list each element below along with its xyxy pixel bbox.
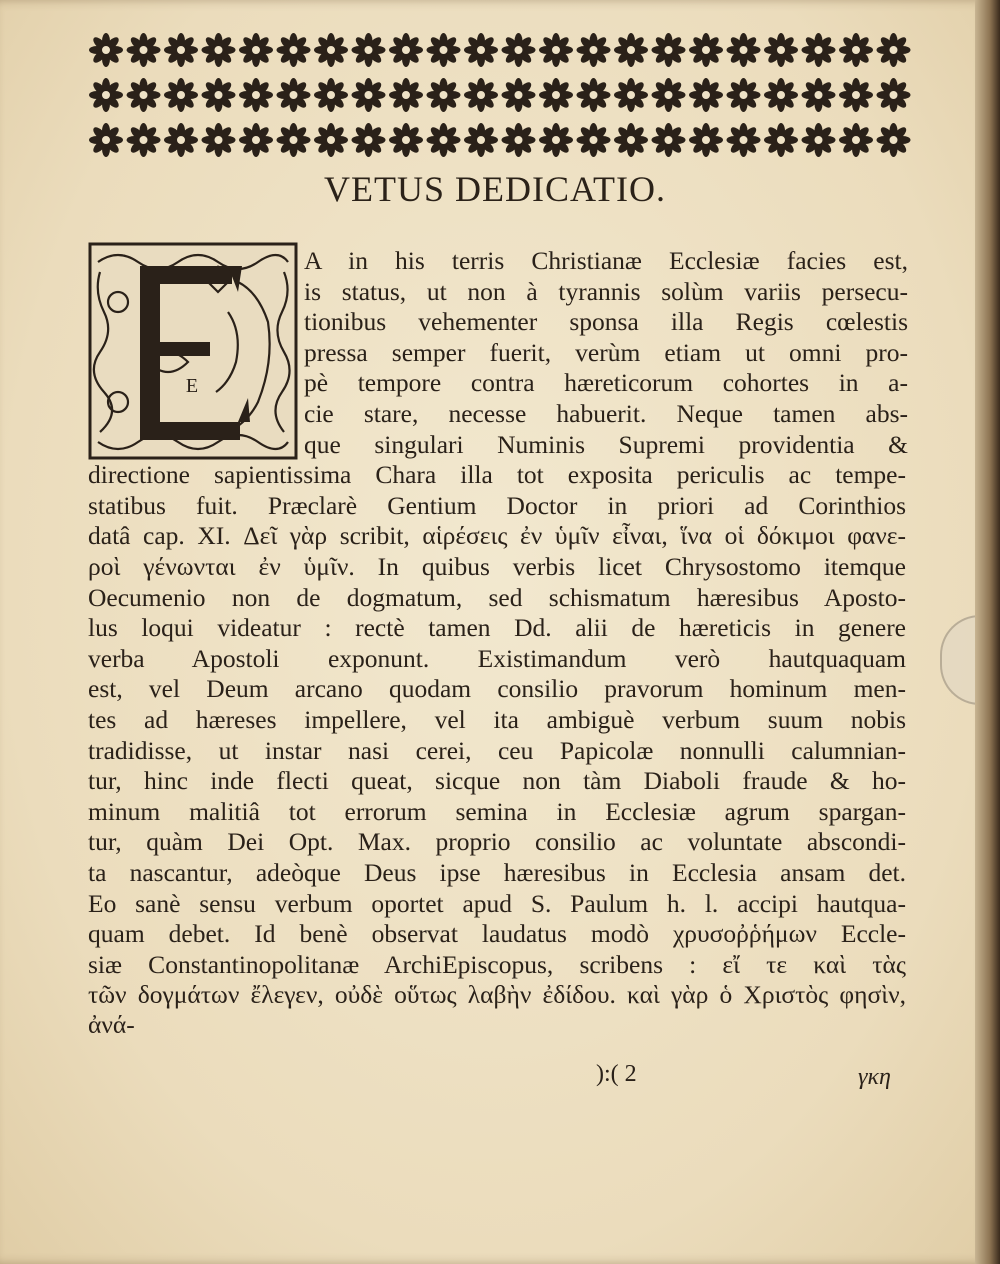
ornament-rosette: [202, 123, 236, 157]
text-line: minum malitiâ tot errorum semina in Ecclesiæ agrum spargan-: [88, 796, 906, 826]
text-line: tes ad hæreses impellere, vel ita ambiguè verbum suum nobis: [88, 705, 906, 734]
ornament-rosette: [127, 33, 161, 67]
ornament-rosette: [389, 33, 423, 67]
decorated-initial: [88, 242, 298, 460]
text-line: tur, quàm Dei Opt. Max. proprio consilio ac voluntate abscondi-: [88, 827, 906, 857]
text-line: ta nascantur, adeòque Deus ipse hæresibus in Ecclesia ansam det.: [88, 858, 906, 887]
ornament-rosette: [389, 78, 423, 112]
text-line: directione sapientissima Chara illa tot exposita periculis ac tempe-: [88, 460, 906, 490]
text-line: tur, hinc inde flecti queat, sicque non tàm Diaboli fraude & ho-: [88, 766, 906, 796]
ornament-rosette: [464, 78, 498, 112]
signature-mark: ):( 2: [596, 1061, 637, 1087]
ornament-rosette: [614, 123, 648, 157]
ornament-rosette: [502, 33, 536, 67]
text-line: tionibus vehementer sponsa illa Regis cœlestis: [304, 307, 908, 337]
ornament-rosette: [839, 33, 873, 67]
text-line: Eo sanè sensu verbum oportet apud S. Paulum h. l. accipi hautqua-: [88, 888, 906, 918]
ornament-rosette: [689, 78, 723, 112]
ornament-rosette: [577, 123, 611, 157]
text-line: is status, ut non à tyrannis solùm variis persecu-: [304, 276, 908, 306]
catchword: γκη: [858, 1064, 891, 1090]
ornament-rosette: [164, 123, 198, 157]
ornament-rosette: [652, 33, 686, 67]
text-line: cie stare, necesse habuerit. Neque tamen abs-: [304, 399, 908, 428]
text-line: verba Apostoli exponunt. Existimandum verò hautquaquam: [88, 643, 906, 673]
ornament-rosette: [764, 123, 798, 157]
text-line: τῶν δογμάτων ἔλεγεν, οὐδὲ οὕτως λαβὴν ἐδίδου. καὶ γὰρ ὁ Χριστὸς φησὶν, ἀνά-: [88, 980, 906, 1040]
ornament-rosette: [277, 123, 311, 157]
ornamental-header-band: [88, 28, 914, 162]
ornament-rosette: [314, 123, 348, 157]
ornament-rosette: [689, 33, 723, 67]
text-line: est, vel Deum arcano quodam consilio pravorum hominum men-: [88, 674, 906, 704]
ornament-rosette: [764, 78, 798, 112]
ornament-rosette: [464, 123, 498, 157]
ornament-rosette: [614, 33, 648, 67]
ornament-rosette: [427, 123, 461, 157]
ornament-rosette: [577, 33, 611, 67]
text-line: que singulari Numinis Supremi providentia &: [304, 429, 908, 459]
ornament-rosette: [314, 33, 348, 67]
text-line: pressa semper fuerit, verùm etiam ut omni pro-: [304, 337, 908, 367]
ornament-rosette: [577, 78, 611, 112]
ornament-rosette: [539, 123, 573, 157]
ornament-rosette: [614, 78, 648, 112]
book-spine: [975, 0, 1000, 1264]
ornament-rosette: [89, 33, 123, 67]
ornament-rosette: [202, 78, 236, 112]
text-line: Oecumenio non de dogmatum, sed schismatum hæresibus Aposto-: [88, 582, 906, 612]
ornament-rosette: [164, 33, 198, 67]
text-line: pè tempore contra hæreticorum cohortes in a-: [304, 368, 908, 398]
ornament-rosette: [877, 78, 911, 112]
ornament-rosette: [202, 33, 236, 67]
ornament-rosette: [802, 78, 836, 112]
text-line: statibus fuit. Præclarè Gentium Doctor in priori ad Corinthios: [88, 490, 906, 520]
ornament-rosette: [164, 78, 198, 112]
ornament-rosette: [539, 78, 573, 112]
ornament-rosette: [839, 78, 873, 112]
ornament-rosette: [239, 33, 273, 67]
ornament-rosette: [877, 123, 911, 157]
ornament-rosette: [539, 33, 573, 67]
ornament-rosette: [277, 33, 311, 67]
ornament-rosette: [314, 78, 348, 112]
ornament-rosette: [502, 78, 536, 112]
ornament-rosette: [877, 33, 911, 67]
ornament-rosette: [802, 33, 836, 67]
ornament-rosette: [652, 78, 686, 112]
ornament-rosette: [464, 33, 498, 67]
text-line: ροὶ γένωνται ἐν ὑμῖν. In quibus verbis licet Chrysostomo itemque: [88, 552, 906, 581]
ornament-rosette: [652, 123, 686, 157]
ornament-rosette: [389, 123, 423, 157]
initial-letter: E: [185, 375, 199, 397]
ornament-rosette: [127, 123, 161, 157]
ornament-rosette: [839, 123, 873, 157]
ornament-rosette: [427, 33, 461, 67]
text-line: siæ Constantinopolitanæ ArchiEpiscopus, scribens : εἴ τε καὶ τὰς: [88, 949, 906, 979]
ornament-rosette: [89, 78, 123, 112]
ornament-rosette: [802, 123, 836, 157]
ornament-rosette: [727, 78, 761, 112]
ornament-rosette: [502, 123, 536, 157]
ornament-rosette: [352, 33, 386, 67]
text-line: datâ cap. XI. Δεῖ γὰρ scribit, αἱρέσεις ἐν ὑμῖν εἶναι, ἵνα οἱ δόκιμοι φανε-: [88, 521, 906, 551]
ornament-rosette: [352, 78, 386, 112]
ornament-rosette: [352, 123, 386, 157]
ornament-rosette: [239, 123, 273, 157]
ornament-rosette: [727, 33, 761, 67]
ornament-rosette: [127, 78, 161, 112]
ornament-rosette: [689, 123, 723, 157]
text-line: quam debet. Id benè observat laudatus modò χρυσοῤῥήμων Eccle-: [88, 919, 906, 949]
text-line: lus loqui videatur : rectè tamen Dd. alii de hæreticis in genere: [88, 613, 906, 643]
page-title: VETUS DEDICATIO.: [324, 169, 666, 209]
ornament-rosette: [89, 123, 123, 157]
ornament-rosette: [727, 123, 761, 157]
text-line: tradidisse, ut instar nasi cerei, ceu Papicolæ nonnulli calumnian-: [88, 735, 906, 765]
ornament-rosette: [427, 78, 461, 112]
ornament-rosette: [277, 78, 311, 112]
ornament-rosette: [764, 33, 798, 67]
ornament-rosette: [239, 78, 273, 112]
text-line: A in his terris Christianæ Ecclesiæ facies est,: [304, 246, 908, 275]
